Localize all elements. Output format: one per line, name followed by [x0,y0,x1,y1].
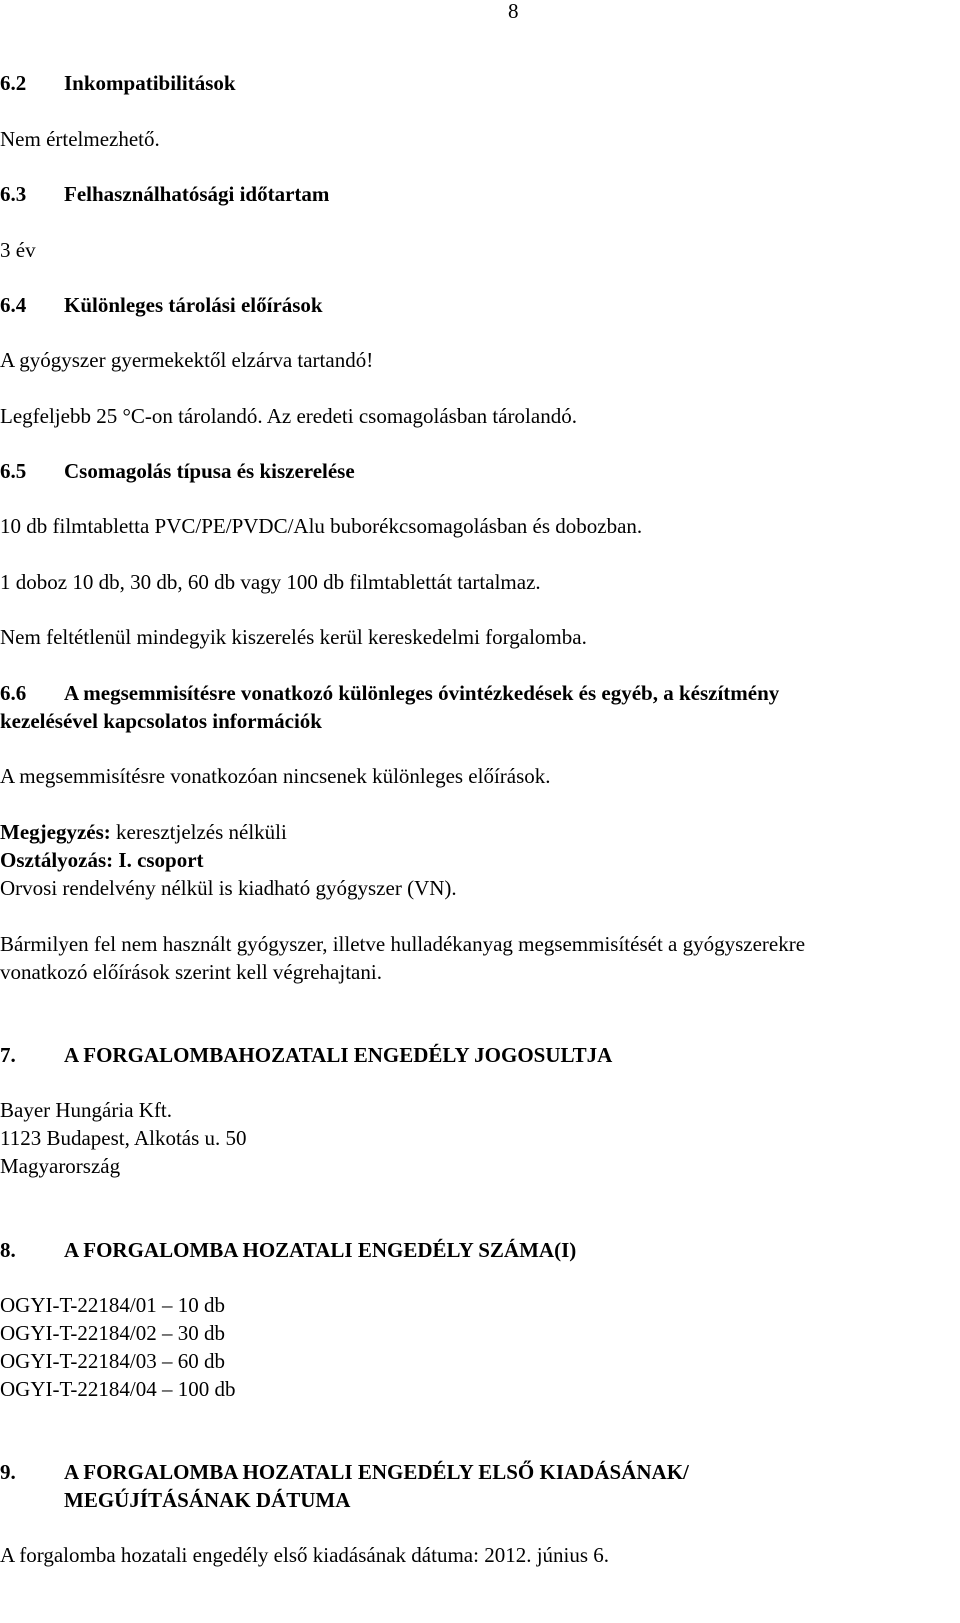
paragraph: 3 év [0,238,36,262]
paragraph: A forgalomba hozatali engedély első kiadásának dátuma: 2012. június 6. [0,1543,610,1567]
classification-label: Osztályozás: I. csoport [0,848,204,872]
authorization-number: OGYI-T-22184/02 – 30 db [0,1321,225,1345]
paragraph: 1 doboz 10 db, 30 db, 60 db vagy 100 db filmtablettát tartalmaz. [0,570,541,594]
heading-6-2: 6.2 Inkompatibilitások [0,71,236,95]
heading-6-3: 6.3 Felhasználhatósági időtartam [0,182,330,206]
paragraph: Nem értelmezhető. [0,127,160,151]
paragraph: A gyógyszer gyermekektől elzárva tartandó! [0,348,374,372]
note-label: Megjegyzés: [0,820,111,844]
paragraph: Legfeljebb 25 °C-on tárolandó. Az eredeti csomagolásban tárolandó. [0,404,577,428]
paragraph: Nem feltétlenül mindegyik kiszerelés kerül kereskedelmi forgalomba. [0,625,587,649]
heading-8: 8. A FORGALOMBA HOZATALI ENGEDÉLY SZÁMA(I) [0,1238,577,1262]
classification-text: Orvosi rendelvény nélkül is kiadható gyógyszer (VN). [0,876,457,900]
heading-7: 7. A FORGALOMBAHOZATALI ENGEDÉLY JOGOSULTJA [0,1043,613,1067]
paragraph: Bármilyen fel nem használt gyógyszer, illetve hulladékanyag megsemmisítését a gyógyszerekre [0,932,806,956]
heading-9-continued: MEGÚJÍTÁSÁNAK DÁTUMA [64,1488,351,1512]
holder-address: 1123 Budapest, Alkotás u. 50 [0,1126,247,1150]
holder-name: Bayer Hungária Kft. [0,1098,173,1122]
heading-6-6: 6.6 A megsemmisítésre vonatkozó különleges óvintézkedések és egyéb, a készítmény [0,681,780,705]
paragraph: vonatkozó előírások szerint kell végrehajtani. [0,960,382,984]
note-value: keresztjelzés nélküli [110,820,287,844]
page-number: 8 [508,0,519,23]
heading-6-6-continued: kezelésével kapcsolatos információk [0,709,322,733]
authorization-number: OGYI-T-22184/01 – 10 db [0,1293,225,1317]
authorization-number: OGYI-T-22184/04 – 100 db [0,1377,236,1401]
note-line [0,818,287,846]
heading-9: 9. A FORGALOMBA HOZATALI ENGEDÉLY ELSŐ KIADÁSÁNAK/ [0,1460,689,1484]
holder-country: Magyarország [0,1154,121,1178]
authorization-number: OGYI-T-22184/03 – 60 db [0,1349,225,1373]
paragraph: 10 db filmtabletta PVC/PE/PVDC/Alu buborékcsomagolásban és dobozban. [0,514,643,538]
heading-6-4: 6.4 Különleges tárolási előírások [0,293,323,317]
heading-6-5: 6.5 Csomagolás típusa és kiszerelése [0,459,355,483]
paragraph: A megsemmisítésre vonatkozóan nincsenek különleges előírások. [0,764,551,788]
